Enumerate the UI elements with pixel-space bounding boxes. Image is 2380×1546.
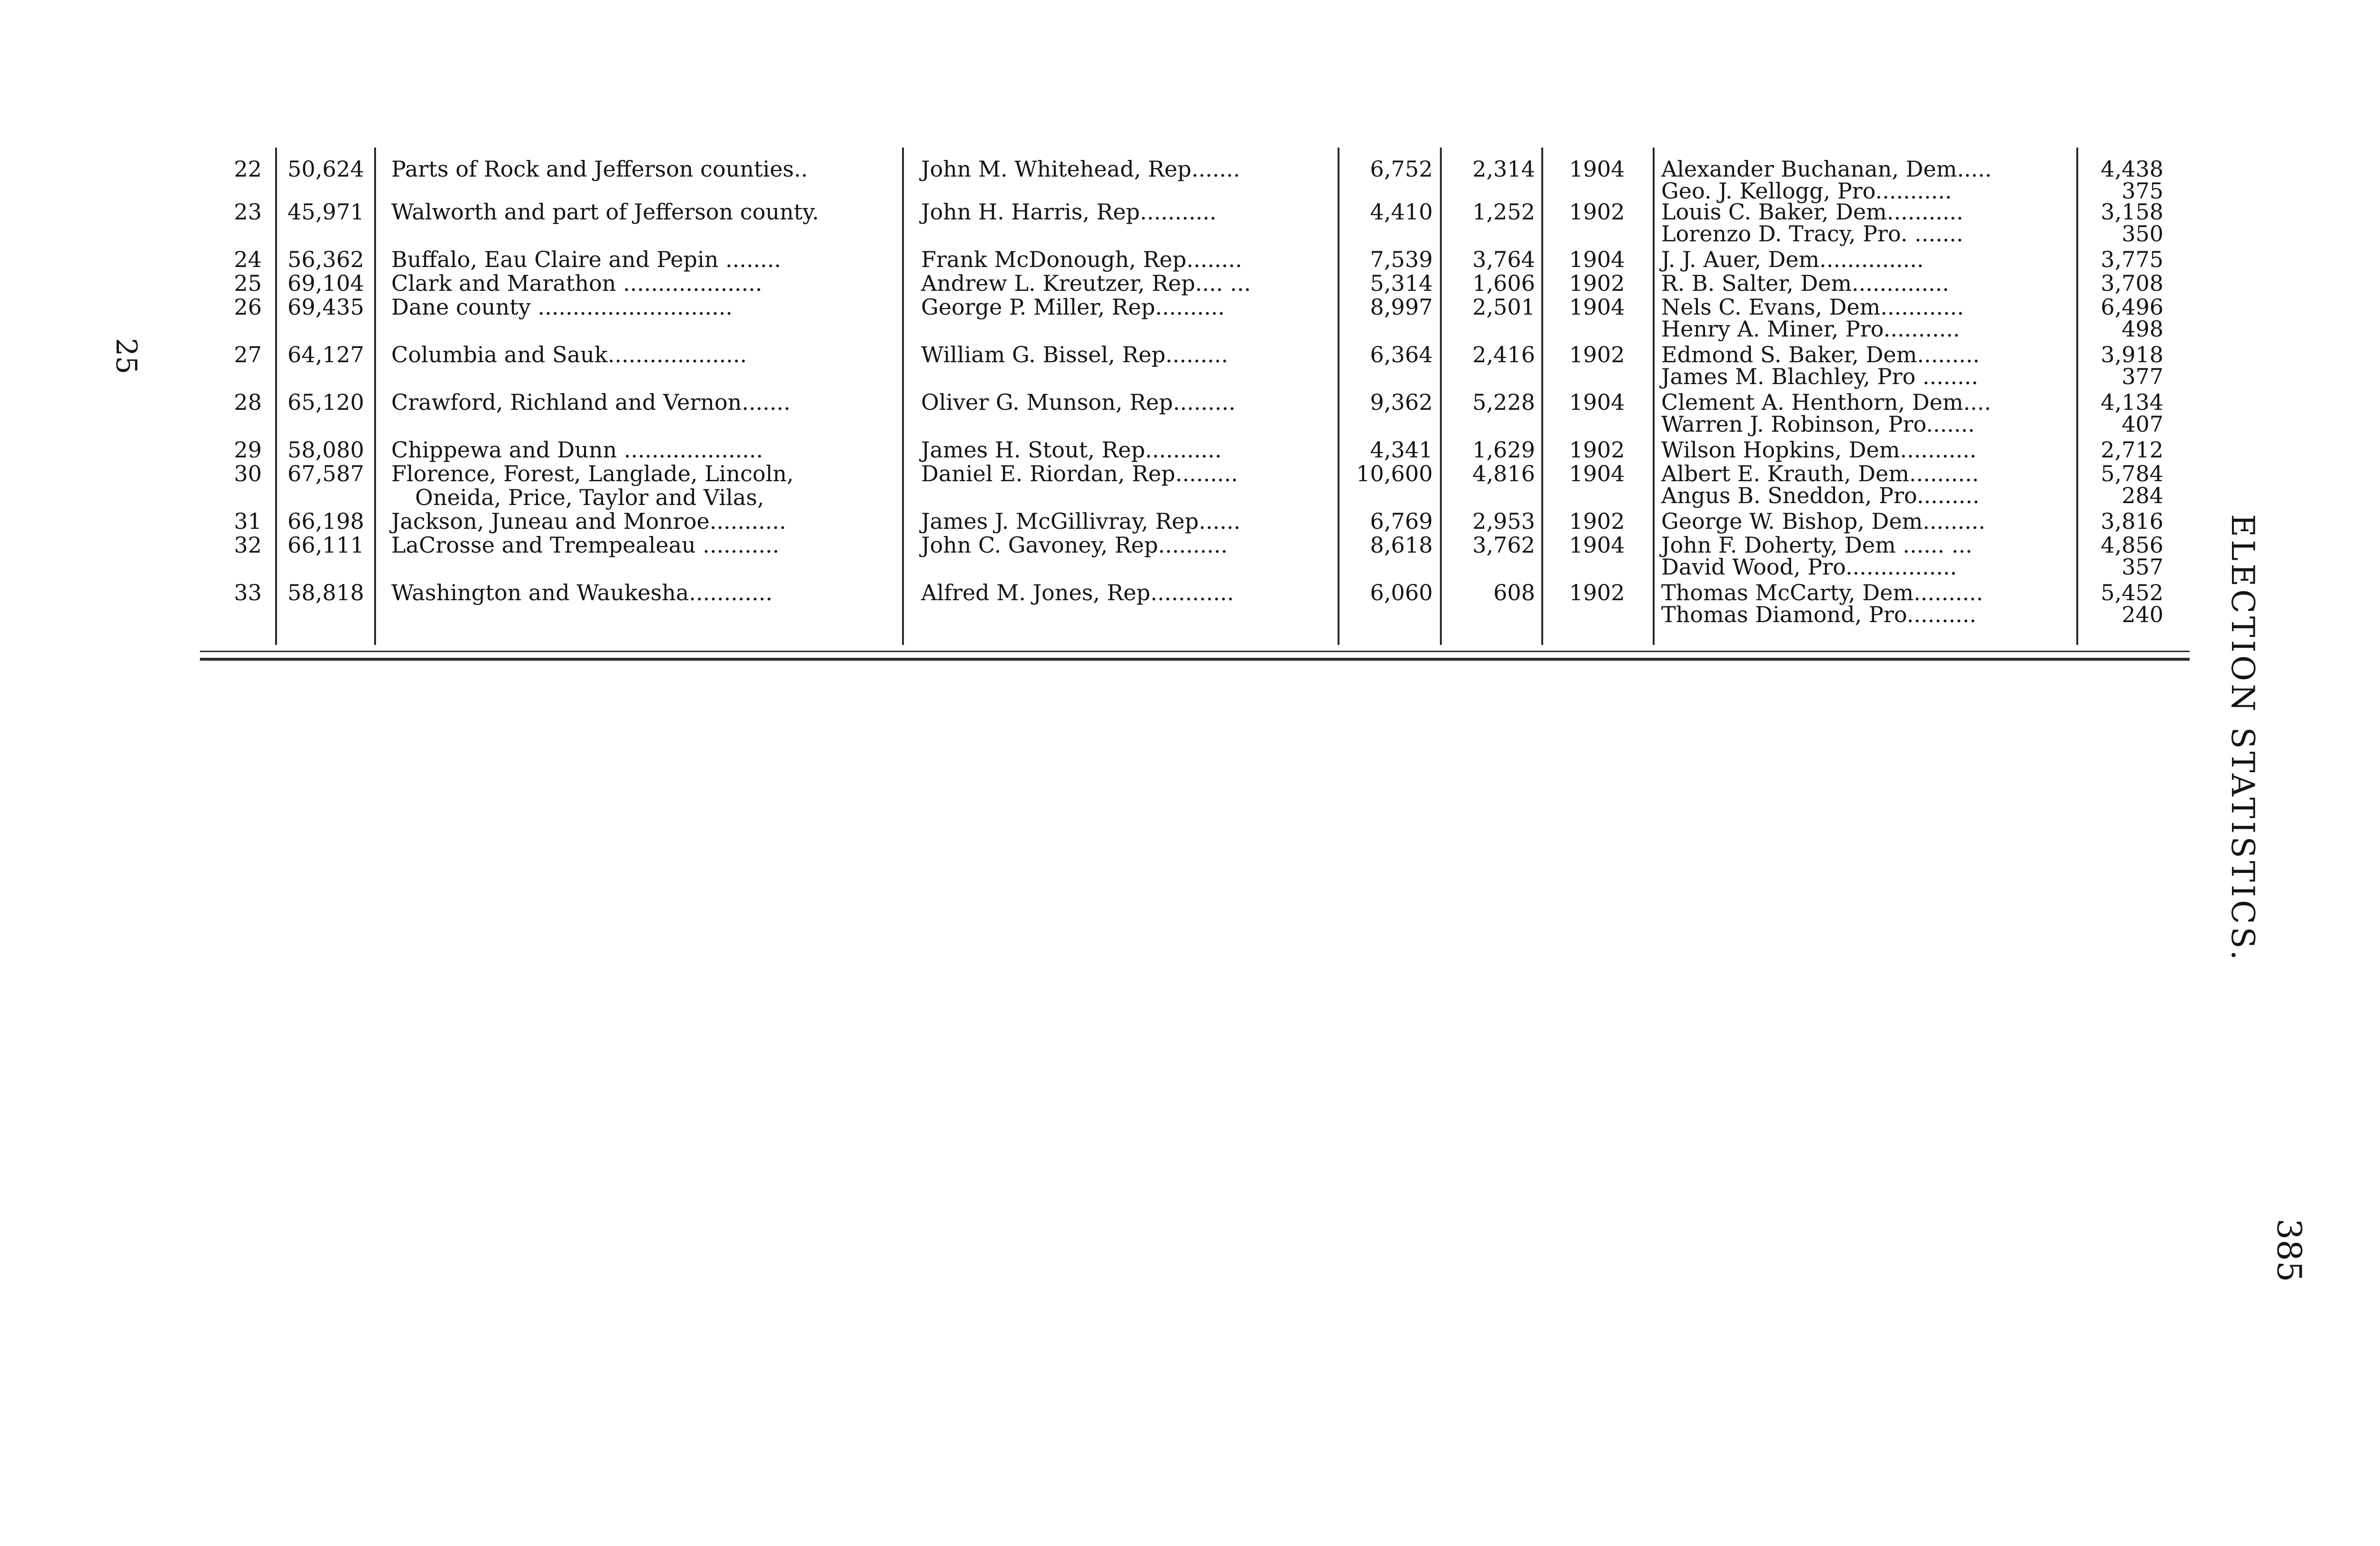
year-cell: 1904 bbox=[1569, 247, 1625, 272]
opp-name-cell: John F. Doherty, Dem ...... ... bbox=[1661, 532, 1973, 558]
opp-votes-cell: 3,708 bbox=[2101, 270, 2163, 296]
opp-name-cell: Geo. J. Kellogg, Pro........... bbox=[1661, 178, 1952, 204]
plurality-cell: 1,606 bbox=[1472, 270, 1535, 296]
table-row bbox=[200, 270, 2190, 296]
population-cell: 66,111 bbox=[288, 532, 364, 558]
opp-name-cell: R. B. Salter, Dem.............. bbox=[1661, 270, 1949, 296]
counties-continuation-cell: Oneida, Price, Taylor and Vilas, bbox=[415, 485, 764, 510]
votes-cell: 5,314 bbox=[1370, 270, 1433, 296]
table-row bbox=[200, 294, 2190, 342]
population-cell: 45,971 bbox=[288, 199, 364, 225]
opp-votes-cell: 240 bbox=[2122, 602, 2163, 627]
counties-cell: Parts of Rock and Jefferson counties.. bbox=[391, 156, 808, 182]
votes-cell: 4,341 bbox=[1370, 437, 1433, 463]
counties-cell: Crawford, Richland and Vernon....... bbox=[391, 389, 791, 415]
population-cell: 58,818 bbox=[288, 580, 364, 605]
opp-name-cell: George W. Bishop, Dem......... bbox=[1661, 508, 1985, 534]
opp-votes-cell: 3,775 bbox=[2101, 247, 2163, 272]
column-rule bbox=[1653, 148, 1655, 645]
member-cell: Alfred M. Jones, Rep............ bbox=[921, 580, 1234, 605]
member-cell: William G. Bissel, Rep......... bbox=[921, 342, 1229, 367]
plurality-cell: 2,501 bbox=[1472, 294, 1535, 320]
votes-cell: 6,364 bbox=[1370, 342, 1433, 367]
district-cell: 31 bbox=[234, 508, 262, 534]
opp-votes-cell: 375 bbox=[2122, 178, 2163, 204]
votes-cell: 7,539 bbox=[1370, 247, 1433, 272]
opp-name-cell: Warren J. Robinson, Pro....... bbox=[1661, 411, 1975, 437]
plurality-cell: 3,764 bbox=[1472, 247, 1535, 272]
district-cell: 22 bbox=[234, 156, 262, 182]
votes-cell: 6,769 bbox=[1370, 508, 1433, 534]
margin-number: 25 bbox=[109, 338, 143, 375]
column-rule bbox=[374, 148, 376, 645]
counties-cell: Buffalo, Eau Claire and Pepin ........ bbox=[391, 247, 781, 272]
district-cell: 28 bbox=[234, 389, 262, 415]
year-cell: 1902 bbox=[1569, 508, 1625, 534]
district-cell: 23 bbox=[234, 199, 262, 225]
member-cell: George P. Miller, Rep.......... bbox=[921, 294, 1225, 320]
page-number: 385 bbox=[2270, 1219, 2309, 1282]
column-rule bbox=[275, 148, 277, 645]
opp-votes-cell: 4,134 bbox=[2101, 389, 2163, 415]
opp-votes-cell: 4,438 bbox=[2101, 156, 2163, 182]
opp-name-cell: Edmond S. Baker, Dem......... bbox=[1661, 342, 1980, 367]
column-rule bbox=[1338, 148, 1339, 645]
year-cell: 1902 bbox=[1569, 199, 1625, 225]
opp-votes-cell: 6,496 bbox=[2101, 294, 2163, 320]
year-cell: 1904 bbox=[1569, 156, 1625, 182]
counties-cell: Washington and Waukesha............ bbox=[391, 580, 773, 605]
year-cell: 1904 bbox=[1569, 294, 1625, 320]
table-bottom-rule-heavy bbox=[200, 658, 2190, 661]
table-row bbox=[200, 156, 2190, 204]
population-cell: 67,587 bbox=[288, 461, 364, 486]
opp-votes-cell: 407 bbox=[2122, 411, 2163, 437]
table-row bbox=[200, 508, 2190, 534]
opp-votes-cell: 5,452 bbox=[2101, 580, 2163, 605]
plurality-cell: 608 bbox=[1493, 580, 1535, 605]
plurality-cell: 3,762 bbox=[1472, 532, 1535, 558]
member-cell: John H. Harris, Rep........... bbox=[921, 199, 1217, 225]
opp-name-cell: Angus B. Sneddon, Pro......... bbox=[1661, 483, 1980, 508]
member-cell: John C. Gavoney, Rep.......... bbox=[921, 532, 1228, 558]
opp-name-cell: Louis C. Baker, Dem........... bbox=[1661, 199, 1964, 225]
plurality-cell: 4,816 bbox=[1472, 461, 1535, 486]
population-cell: 58,080 bbox=[288, 437, 364, 463]
counties-cell: Florence, Forest, Langlade, Lincoln, bbox=[391, 461, 794, 486]
opp-votes-cell: 284 bbox=[2122, 483, 2163, 508]
district-cell: 33 bbox=[234, 580, 262, 605]
member-cell: Andrew L. Kreutzer, Rep.... ... bbox=[921, 270, 1251, 296]
plurality-cell: 2,416 bbox=[1472, 342, 1535, 367]
opp-votes-cell: 5,784 bbox=[2101, 461, 2163, 486]
counties-cell: LaCrosse and Trempealeau ........... bbox=[391, 532, 780, 558]
column-rule bbox=[902, 148, 904, 645]
district-cell: 29 bbox=[234, 437, 262, 463]
year-cell: 1904 bbox=[1569, 389, 1625, 415]
opp-name-cell: David Wood, Pro................ bbox=[1661, 554, 1957, 580]
column-rule bbox=[2076, 148, 2078, 645]
opp-votes-cell: 3,158 bbox=[2101, 199, 2163, 225]
population-cell: 64,127 bbox=[288, 342, 364, 367]
year-cell: 1902 bbox=[1569, 580, 1625, 605]
year-cell: 1902 bbox=[1569, 270, 1625, 296]
year-cell: 1902 bbox=[1569, 437, 1625, 463]
district-cell: 32 bbox=[234, 532, 262, 558]
opp-votes-cell: 2,712 bbox=[2101, 437, 2163, 463]
opp-name-cell: Thomas McCarty, Dem.......... bbox=[1661, 580, 1983, 605]
year-cell: 1904 bbox=[1569, 461, 1625, 486]
plurality-cell: 2,314 bbox=[1472, 156, 1535, 182]
votes-cell: 4,410 bbox=[1370, 199, 1433, 225]
counties-cell: Clark and Marathon .................... bbox=[391, 270, 763, 296]
votes-cell: 6,752 bbox=[1370, 156, 1433, 182]
opp-votes-cell: 3,918 bbox=[2101, 342, 2163, 367]
opp-name-cell: James M. Blachley, Pro ........ bbox=[1661, 364, 1978, 389]
member-cell: Daniel E. Riordan, Rep......... bbox=[921, 461, 1238, 486]
opp-name-cell: Henry A. Miner, Pro........... bbox=[1661, 316, 1960, 342]
district-cell: 30 bbox=[234, 461, 262, 486]
population-cell: 66,198 bbox=[288, 508, 364, 534]
opp-name-cell: J. J. Auer, Dem............... bbox=[1661, 247, 1924, 272]
counties-cell: Dane county ............................ bbox=[391, 294, 733, 320]
votes-cell: 10,600 bbox=[1356, 461, 1433, 486]
district-cell: 27 bbox=[234, 342, 262, 367]
population-cell: 69,435 bbox=[288, 294, 364, 320]
plurality-cell: 1,252 bbox=[1472, 199, 1535, 225]
opp-votes-cell: 3,816 bbox=[2101, 508, 2163, 534]
votes-cell: 6,060 bbox=[1370, 580, 1433, 605]
member-cell: James H. Stout, Rep........... bbox=[921, 437, 1222, 463]
population-cell: 65,120 bbox=[288, 389, 364, 415]
member-cell: Oliver G. Munson, Rep......... bbox=[921, 389, 1236, 415]
population-cell: 50,624 bbox=[288, 156, 364, 182]
plurality-cell: 2,953 bbox=[1472, 508, 1535, 534]
counties-cell: Jackson, Juneau and Monroe........... bbox=[391, 508, 786, 534]
opp-name-cell: Nels C. Evans, Dem............ bbox=[1661, 294, 1964, 320]
opp-name-cell: Alexander Buchanan, Dem..... bbox=[1661, 156, 1992, 182]
district-cell: 26 bbox=[234, 294, 262, 320]
district-cell: 25 bbox=[234, 270, 262, 296]
counties-cell: Columbia and Sauk.................... bbox=[391, 342, 747, 367]
opp-votes-cell: 350 bbox=[2122, 221, 2163, 247]
opp-votes-cell: 357 bbox=[2122, 554, 2163, 580]
counties-cell: Chippewa and Dunn .................... bbox=[391, 437, 764, 463]
year-cell: 1904 bbox=[1569, 532, 1625, 558]
opp-name-cell: Thomas Diamond, Pro.......... bbox=[1661, 602, 1976, 627]
votes-cell: 8,997 bbox=[1370, 294, 1433, 320]
year-cell: 1902 bbox=[1569, 342, 1625, 367]
population-cell: 69,104 bbox=[288, 270, 364, 296]
member-cell: James J. McGillivray, Rep...... bbox=[921, 508, 1241, 534]
running-title: ELECTION STATISTICS. bbox=[2224, 514, 2261, 963]
opp-votes-cell: 377 bbox=[2122, 364, 2163, 389]
table-row bbox=[200, 389, 2190, 437]
population-cell: 56,362 bbox=[288, 247, 364, 272]
votes-cell: 8,618 bbox=[1370, 532, 1433, 558]
column-rule bbox=[1541, 148, 1543, 645]
plurality-cell: 5,228 bbox=[1472, 389, 1535, 415]
opp-votes-cell: 4,856 bbox=[2101, 532, 2163, 558]
opp-name-cell: Albert E. Krauth, Dem.......... bbox=[1661, 461, 1979, 486]
plurality-cell: 1,629 bbox=[1472, 437, 1535, 463]
district-cell: 24 bbox=[234, 247, 262, 272]
table-bottom-rule bbox=[200, 651, 2190, 652]
votes-cell: 9,362 bbox=[1370, 389, 1433, 415]
opp-name-cell: Clement A. Henthorn, Dem.... bbox=[1661, 389, 1992, 415]
opp-votes-cell: 498 bbox=[2122, 316, 2163, 342]
column-rule bbox=[1440, 148, 1442, 645]
table-row bbox=[200, 532, 2190, 580]
opp-name-cell: Wilson Hopkins, Dem........... bbox=[1661, 437, 1977, 463]
member-cell: Frank McDonough, Rep........ bbox=[921, 247, 1242, 272]
member-cell: John M. Whitehead, Rep....... bbox=[921, 156, 1240, 182]
counties-cell: Walworth and part of Jefferson county. bbox=[391, 199, 819, 225]
opp-name-cell: Lorenzo D. Tracy, Pro. ....... bbox=[1661, 221, 1964, 247]
